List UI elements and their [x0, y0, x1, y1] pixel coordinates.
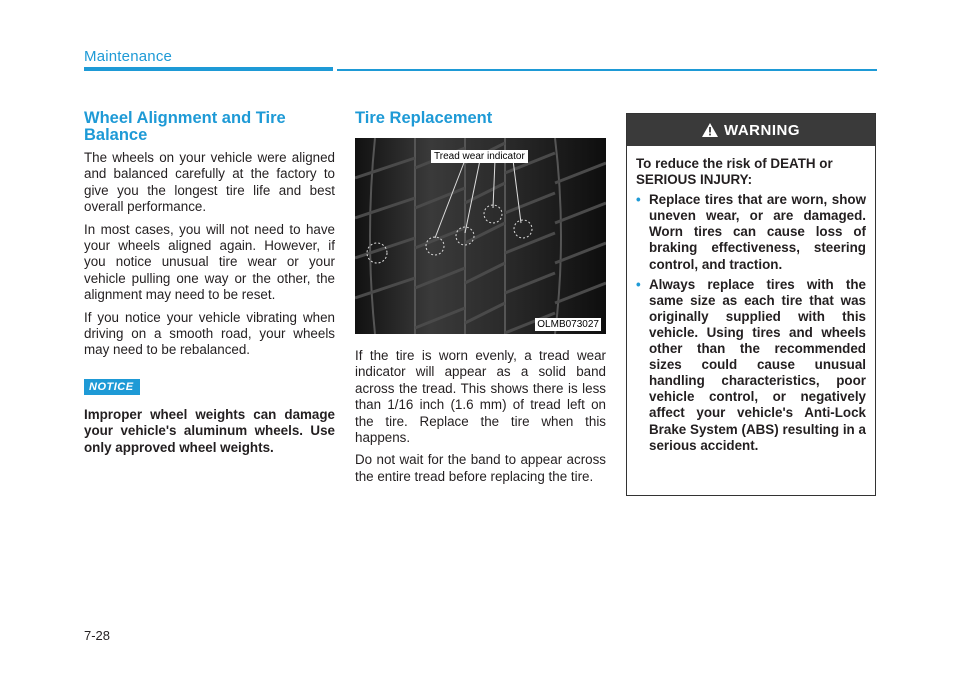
notice-block: [84, 377, 335, 456]
figure-code: OLMB073027: [537, 319, 599, 330]
wheel-alignment-heading: Wheel Alignment and Tire Balance: [84, 109, 286, 144]
warning-box: [626, 113, 876, 496]
middle-column: [355, 110, 606, 485]
header-rule-thick: [84, 67, 333, 71]
warning-body: [627, 146, 875, 454]
middle-paragraph-2: Do not wait for the band to appear across the entire tread before replacing the tire.: [355, 452, 606, 484]
tire-tread-figure: [355, 138, 606, 334]
page-number: 7-28: [84, 628, 111, 643]
warning-intro: To reduce the risk of DEATH or SERIOUS INJURY:: [636, 156, 833, 188]
tire-replacement-heading: Tire Replacement: [355, 109, 493, 127]
left-paragraph-2: In most cases, you will not need to have your wheels aligned again. However, if you notice unusual tire wear or your vehicle pulling one way or the other, the alignment may need to be reset.: [84, 221, 335, 303]
left-paragraph-3: If you notice your vehicle vibrating when driving on a smooth road, your wheels may need to be rebalanced.: [84, 309, 335, 358]
warning-triangle-icon: [702, 123, 718, 137]
section-title: Maintenance: [84, 48, 173, 65]
tread-wear-indicator-label: Tread wear indicator: [431, 150, 528, 163]
middle-paragraph-1: If the tire is worn evenly, a tread wear indicator will appear as a solid band across the tread. This shows there is less than 1/16 inch (1.6 mm) of tread left on the tire. Replace the tire when this happens.: [355, 348, 606, 446]
warning-title: WARNING: [724, 121, 800, 139]
warning-item-2: • Always replace tires with the same size as each tire that was originally supplied with this vehicle. Using tires and wheels other than the recommended sizes could cause unusual handling characteristics, poor vehicle control, or negatively affect your vehicle's Anti-Lock Brake System (ABS) resulting in a serious accident.: [636, 277, 866, 454]
tire-tread-illustration: [355, 138, 606, 334]
left-column: [84, 110, 335, 456]
warning-header: [627, 114, 875, 146]
header-rule-thin: [337, 69, 877, 71]
notice-badge: NOTICE: [84, 379, 140, 395]
warning-list: [636, 192, 866, 454]
warning-item-1: • Replace tires that are worn, show uneven wear, or are damaged. Worn tires can cause loss of braking effectiveness, steering control, and traction.: [636, 192, 866, 272]
notice-text: Improper wheel weights can damage your vehicle's aluminum wheels. Use only approved wheel weights.: [84, 406, 335, 455]
left-paragraph-1: The wheels on your vehicle were aligned and balanced carefully at the factory to give you the longest tire life and best overall performance.: [84, 150, 335, 215]
